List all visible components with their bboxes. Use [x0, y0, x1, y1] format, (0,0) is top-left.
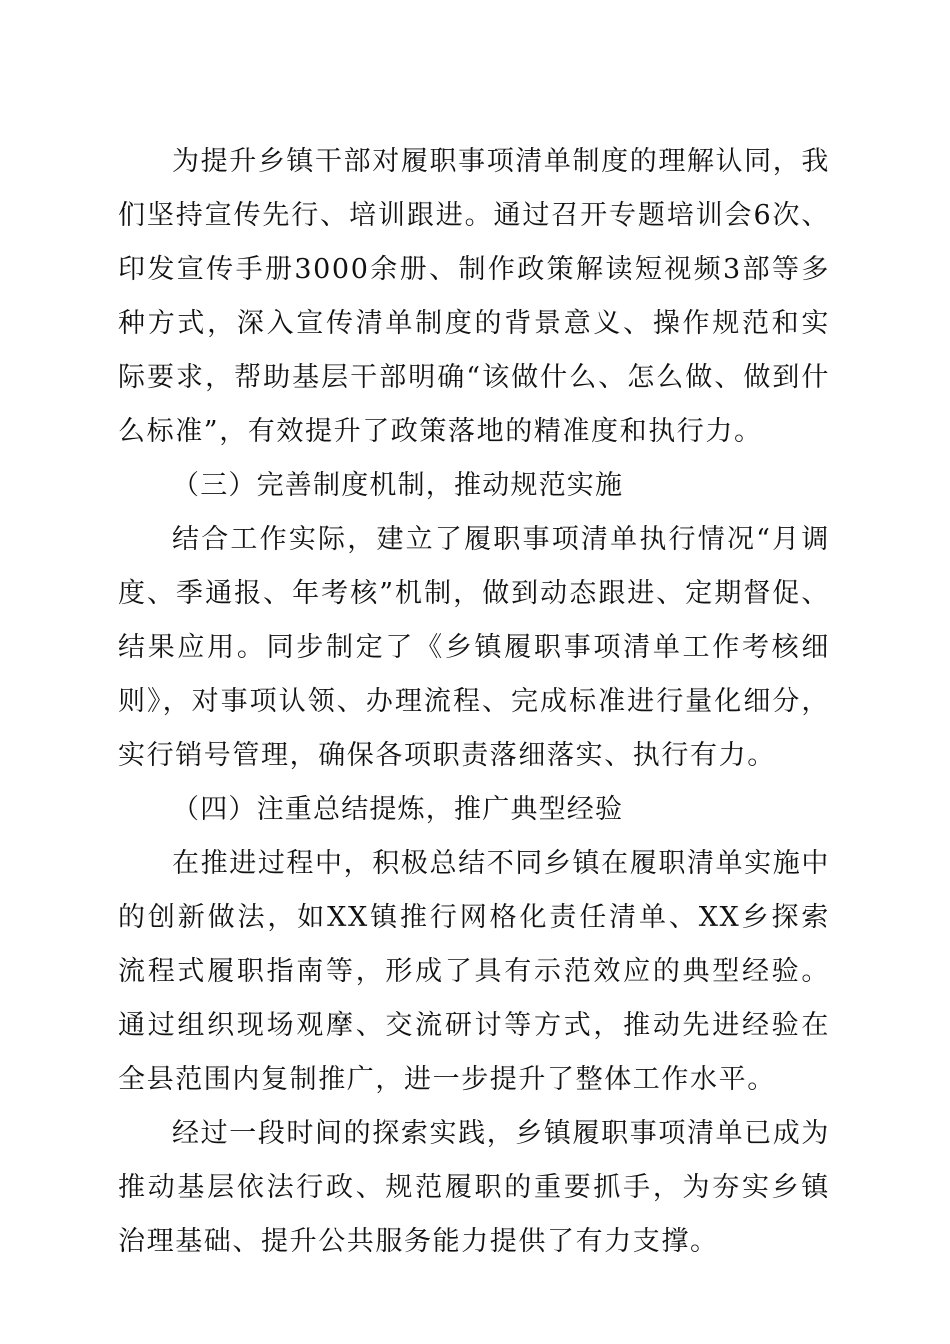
paragraph-conclusion: 经过一段时间的探索实践，乡镇履职事项清单已成为推动基层依法行政、规范履职的重要抓手，为夯实乡镇治理基础、提升公共服务能力提供了有力支撑。: [118, 1118, 830, 1257]
paragraph-mechanism: 结合工作实际，建立了履职事项清单执行情况“月调度、季通报、年考核”机制，做到动态跟进、定期督促、结果应用。同步制定了《乡镇履职事项清单工作考核细则》，对事项认领、办理流程、完成标准进行量化细分，实行销号管理，确保各项职责落细落实、执行有力。: [118, 524, 830, 771]
paragraph-training-publicity: 为提升乡镇干部对履职事项清单制度的理解认同，我们坚持宣传先行、培训跟进。通过召开专题培训会6次、印发宣传手册3000余册、制作政策解读短视频3部等多种方式，深入宣传清单制度的背景意义、操作规范和实际要求，帮助基层干部明确“该做什么、怎么做、做到什么标准”，有效提升了政策落地的精准度和执行力。: [118, 146, 830, 447]
section-heading-4: （四）注重总结提炼，推广典型经验: [172, 794, 624, 825]
paragraph-experience: 在推进过程中，积极总结不同乡镇在履职清单实施中的创新做法，如XX镇推行网格化责任清单、XX乡探索流程式履职指南等，形成了具有示范效应的典型经验。通过组织现场观摩、交流研讨等方式，推动先进经验在全县范围内复制推广，进一步提升了整体工作水平。: [118, 848, 830, 1095]
section-heading-3: （三）完善制度机制，推动规范实施: [172, 470, 624, 501]
document-body: [118, 135, 830, 1269]
